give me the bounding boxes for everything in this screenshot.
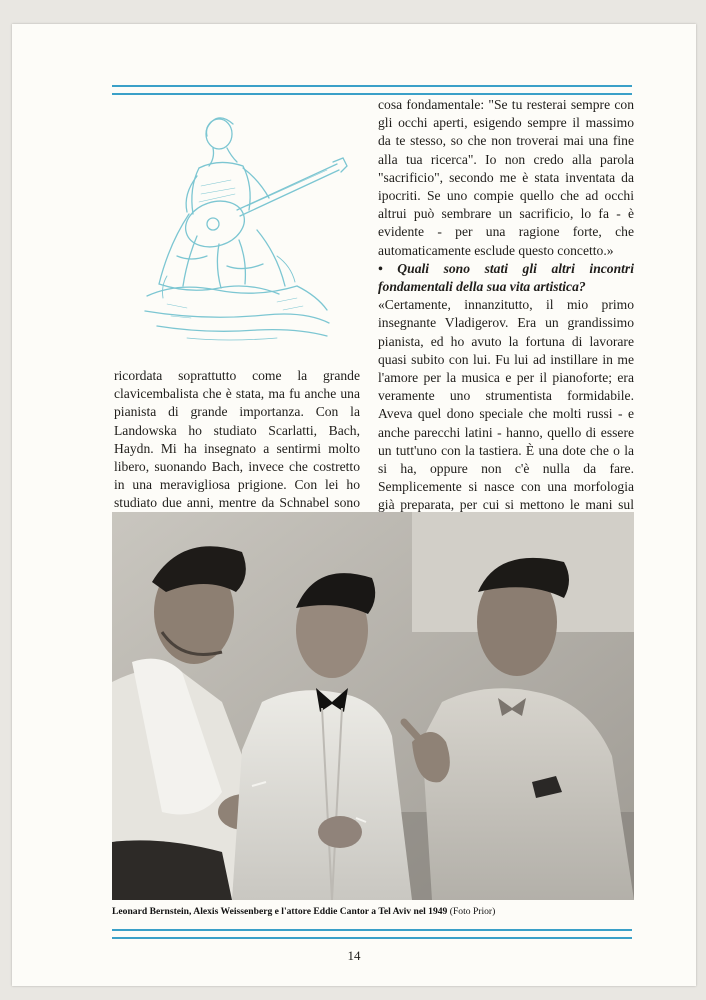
right-column-intro: cosa fondamentale: "Se tu resterai sempre con gli occhi aperti, esigendo sempre il massimo da te stesso, so che non troverai mai una fine alla tua ricerca". Io non credo alla parola "sacrificio", secondo me è stata inventata da ipocriti. Se uno compie quello che ad occhi altrui può sembrare un sacrificio, lo fa - è evidente - per una ragione forte, che automaticamente esclude questo concetto.»	[378, 97, 634, 258]
top-decorative-rule	[112, 85, 632, 95]
lute-player-illustration	[127, 106, 357, 346]
interview-question: • Quali sono stati gli altri incontri fondamentali della sua vita artistica?	[378, 260, 634, 295]
historical-photograph	[112, 512, 634, 900]
bottom-decorative-rule	[112, 929, 632, 939]
page-number: 14	[347, 948, 361, 963]
photo-caption	[112, 906, 634, 917]
magazine-page	[12, 24, 696, 986]
left-column-paragraph: ricordata soprattutto come la grande clavicembalista che è stata, ma fu anche una pianista di grande importanza. Con la Landowska ho studiato Scarlatti, Bach, Haydn. Mi ha insegnato a sentirmi molto libero, suonando Bach, invece che costretto in una meravigliosa prigione. Con lei ho studiato due anni, mentre da Schnabel sono	[114, 368, 360, 511]
photo-caption-text: Leonard Bernstein, Alexis Weissenberg e l'attore Eddie Cantor a Tel Aviv nel 1949	[112, 906, 448, 917]
right-column-answer: «Certamente, innanzitutto, il mio primo insegnante Vladigerov. Era un grandissimo pianista, ed ho avuto la fortuna di lavorare quasi subito con lui. Fu lui ad instillare in me l'amore per la musica e per il pianoforte; era veramente uno strumentista formidabile. Aveva quel dono speciale che molti russi - e anche parecchi latini - hanno, quello di essere un tutt'uno con la tastiera. È una dote che o la si ha, oppure non c'è nulla da fare. Semplicemente si nasce con una morfologia già preparata, per cui si mettono le mani sul	[378, 297, 634, 513]
photo-credit: (Foto Prior)	[449, 906, 496, 917]
